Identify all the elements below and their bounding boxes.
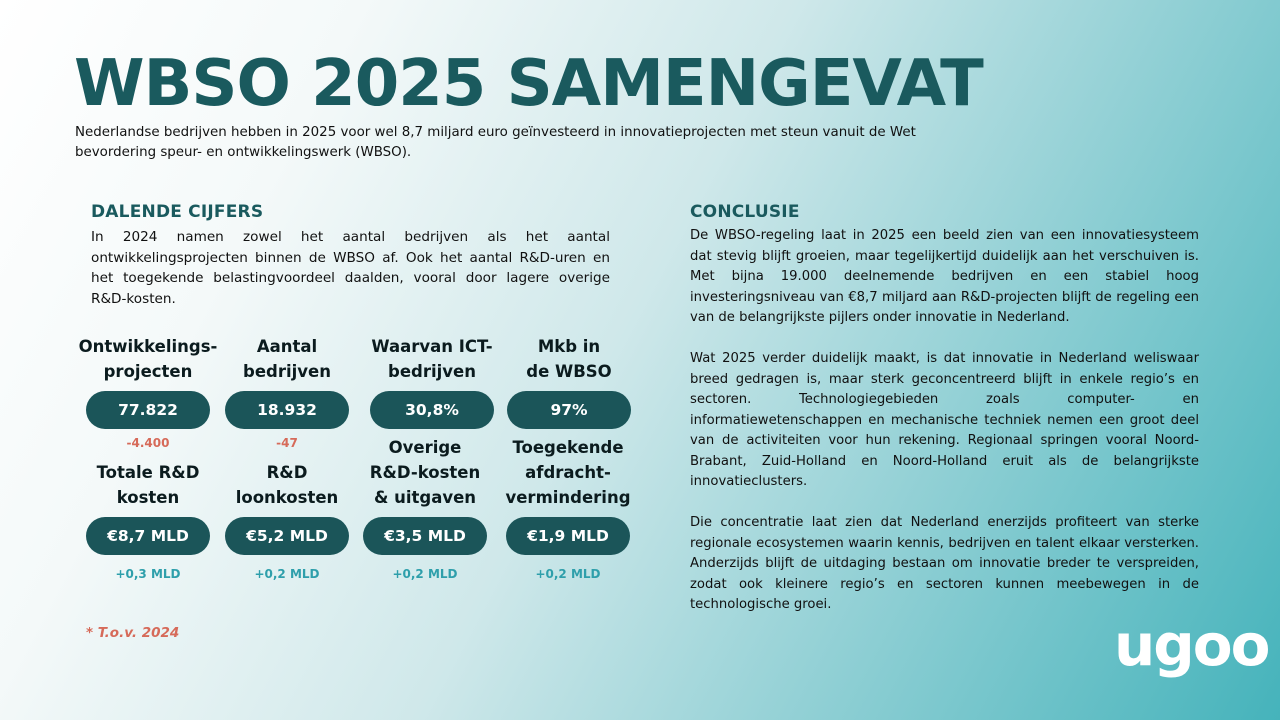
stat-label-afdrachtvermindering <box>488 435 648 510</box>
stat-label-line: afdracht- <box>525 463 611 482</box>
stat-label-line <box>68 435 228 460</box>
stat-label-line: bedrijven <box>243 362 331 381</box>
stat-label-line: projecten <box>103 362 193 381</box>
stat-label-line: Totale R&D <box>96 463 200 482</box>
conclusie-paragraph: De WBSO-regeling laat in 2025 een beeld zien van een innovatiesysteem dat stevig blijft groeien, maar tegelijkertijd duidelijk aan het verschuiven is. Met bijna 19.000 deelnemende bedrijven en een stabiel hoog investeringsniveau van €8,7 miljard aan R&D-projecten blijft de regeling een van de belangrijkste pijlers onder innovatie in Nederland. <box>690 228 1199 325</box>
stat-delta-afdrachtvermindering: +0,2 MLD <box>535 567 601 581</box>
stat-pill-overige-rd-kosten: €3,5 MLD <box>363 517 487 555</box>
stat-label-line <box>207 435 367 460</box>
stat-label-line: R&D <box>266 463 308 482</box>
stat-label-line: vermindering <box>505 488 631 507</box>
page-title: WBSO 2025 SAMENGEVAT <box>74 47 983 121</box>
conclusie-paragraph: Die concentratie laat zien dat Nederland enerzijds profiteert van sterke regionale ecosystemen waarin kennis, bedrijven en talent elkaar versterken. Anderzijds blijft de uitdaging bestaan om innovatie breder te verspreiden, zodat ook kleinere regio’s en sectoren kunnen meebewegen in de technologische groei. <box>690 515 1199 612</box>
intro-text: Nederlandse bedrijven hebben in 2025 voor wel 8,7 miljard euro geïnvesteerd in innovatieprojecten met steun vanuit de Wet bevordering speur- en ontwikkelingswerk (WBSO). <box>75 125 916 160</box>
stat-label-line: de WBSO <box>526 362 612 381</box>
stat-label-overige-rd-kosten <box>345 435 505 510</box>
stat-label-line: Overige <box>388 438 462 457</box>
stat-pill-rd-loonkosten: €5,2 MLD <box>225 517 349 555</box>
section-heading-dalende-cijfers: DALENDE CIJFERS <box>91 202 264 222</box>
stat-label-rd-loonkosten <box>207 435 367 510</box>
stat-label-ontwikkelingsprojecten <box>68 334 228 384</box>
stat-label-ict-bedrijven <box>352 334 512 384</box>
stat-label-line: Mkb in <box>537 337 601 356</box>
stat-label-mkb <box>489 334 649 384</box>
stat-pill-aantal-bedrijven: 18.932 <box>225 391 349 429</box>
stat-delta-totale-rd-kosten: +0,3 MLD <box>115 567 181 581</box>
stat-label-line: R&D-kosten <box>369 463 481 482</box>
stat-label-line: Ontwikkelings- <box>78 337 218 356</box>
stat-label-line: loonkosten <box>235 488 339 507</box>
stat-delta-rd-loonkosten: +0,2 MLD <box>254 567 320 581</box>
stat-delta-overige-rd-kosten: +0,2 MLD <box>392 567 458 581</box>
stat-delta-ontwikkelingsprojecten: -4.400 <box>126 436 170 450</box>
conclusie-text <box>690 226 1199 636</box>
stat-label-line: & uitgaven <box>373 488 477 507</box>
stat-pill-ict-bedrijven: 30,8% <box>370 391 494 429</box>
footnote: * T.o.v. 2024 <box>86 625 180 641</box>
stat-pill-ontwikkelingsprojecten: 77.822 <box>86 391 210 429</box>
ugoo-logo: ugoo <box>1114 611 1269 679</box>
stat-label-line: Toegekende <box>512 438 624 457</box>
dalende-cijfers-paragraph: In 2024 namen zowel het aantal bedrijven als het aantal ontwikkelingsprojecten binnen de WBSO af. Ook het aantal R&D-uren en het toegekende belastingvoordeel daalden, vooral door lagere overige R&D-kosten. <box>91 229 610 307</box>
stat-label-line: Waarvan ICT- <box>371 337 493 356</box>
stat-pill-mkb: 97% <box>507 391 631 429</box>
conclusie-paragraph: Wat 2025 verder duidelijk maakt, is dat innovatie in Nederland weliswaar breed gedragen is, maar sterk geconcentreerd blijft in enkele regio’s en sectoren. Technologiegebieden zoals computer- en informatiewetenschappen en mechanische techniek nemen een groot deel van de activiteiten voor hun rekening. Regionaal springen vooral Noord-Brabant, Zuid-Holland en Noord-Holland eruit als de belangrijkste innovatieclusters. <box>690 351 1199 489</box>
stat-pill-totale-rd-kosten: €8,7 MLD <box>86 517 210 555</box>
stat-label-line: Aantal <box>256 337 318 356</box>
stat-label-aantal-bedrijven <box>207 334 367 384</box>
section-heading-conclusie: CONCLUSIE <box>690 202 800 222</box>
stat-delta-aantal-bedrijven: -47 <box>276 436 298 450</box>
stat-label-line: kosten <box>116 488 180 507</box>
stat-label-totale-rd-kosten <box>68 435 228 510</box>
stat-pill-afdrachtvermindering: €1,9 MLD <box>506 517 630 555</box>
stat-label-line: bedrijven <box>388 362 476 381</box>
